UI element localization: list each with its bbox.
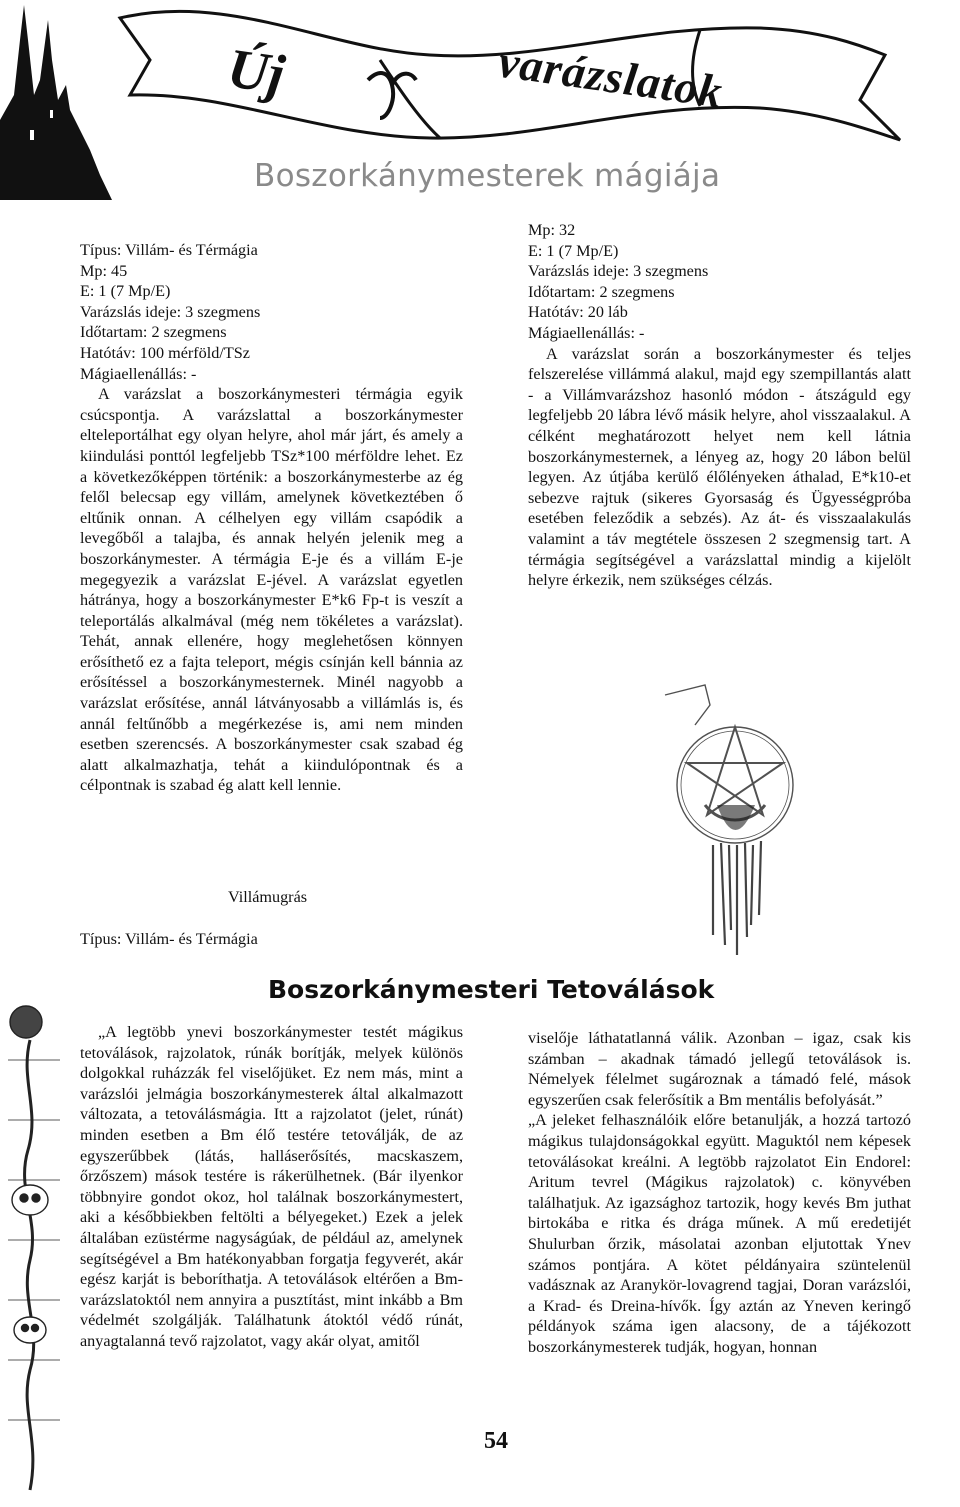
spell2-resistance: Mágiaellenállás: -	[528, 323, 645, 342]
tattoos-left-column	[80, 1022, 463, 1352]
pentagram-sketch-illustration	[625, 655, 855, 955]
tattoos-right-column	[528, 1028, 911, 1358]
tattoos-heading: Boszorkánymesteri Tetoválások	[268, 975, 715, 1004]
spell1-type: Típus: Villám- és Térmágia	[80, 241, 258, 259]
page-number: 54	[484, 1428, 508, 1454]
spell2-description: A varázslat során a boszorkánymester és teljes felszerelése villámmá alakul, majd egy szempillantás alatt - a Villámvarázshoz hasonló módon - átszáguld egy legfeljebb 20 lábra lévő másik helyre, ahol visszaalakul. A célként meghatározott helyet nem kell látnia boszorkánymesternek, a lényeg az, hogy 20 lábon belül legyen. Az útjába kerülő élőlényeken áthalad, E*k10-et sebezve rajtuk (sikeres Gyorsaság és Ügyességpróba esetében feleződik a sebzés). Az át- és visszaalakulás valamint a táv megtétele összesen 2 szegmensig tart. A térmágia segítségével a varázslattal mindig a kijelölt helyre érkezik, nem szükséges célzás.	[528, 344, 911, 590]
spell2-column	[528, 220, 911, 591]
tattoos-paragraph-1: „A legtöbb ynevi boszorkánymester testét mágikus tetoválások, rajzolatok, rúnák borítják, melyek különös dolgokkal ruházzák fel viselőjüket. Ez nem más, mint a varázslói jelmágia boszorkánymesterek által alkalmazott változata, a tetoválásmágia. Itt a rajzolatot (jelet, rúnát) minden esetben a Bm élő testére tetoválják, de az egyszerűbbek (látás, halláserősítés, macskaszem, őrzőszem) mások testére is rákerülhetnek. (Bár ilyenkor többnyire gondot okoz, hol találnak boszorkánymestert, aki a későbbiekben feltölti a bélyegeket.) Ezek a jelek általában ezüstérme nagyságúak, de például az, amelynek segítségével a Bm hatékonyabban forgatja fegyverét, akár egész karját is beboríthatja. A tetoválások eltérően a Bm-varázslatoktól nem annyira a pusztítást, mint inkább a Bm védelmét szolgálják. Találhatunk átoktól védő rúnát, anyagtalanná tevő rajzolatot, vagy akár olyat, amitől	[80, 1023, 463, 1350]
spell1-mp: Mp: 45	[80, 261, 128, 280]
spell1-e: E: 1 (7 Mp/E)	[80, 282, 171, 301]
spell1-range: Hatótáv: 100 mérföld/TSz	[80, 343, 250, 362]
tattoos-paragraph-2: viselője láthatatlanná válik. Azonban – igaz, csak kis számban – akadnak támadó jellegű tetoválások is. Némelyek félelmet sugároznak a támadó felé, mások egyszerűen csak felerősítik a Bm mentális befolyását.”	[528, 1029, 911, 1109]
spell1-duration: Időtartam: 2 szegmens	[80, 323, 227, 342]
banner-word-left: Új	[223, 37, 289, 107]
tattoos-paragraph-3: „A jeleket felhasználóik előre betanulják, a hozzá tartozó mágikus tulajdonságokkal együtt. Maguktól nem képesek tetoválásokat kreálni. A legtöbb rajzolatot Ein Endorel: Aritum tevrel (Mágikus rajzolatok) c. könyvében találhatjuk. Az igazsághoz tartozik, hogy kevés Bm juthat birtokába e ritka és drága műnek. A mű eredetijét Shulurban őrzik, másolatai azonban eljutottak Ynev számos pontjára. A kötet példányaira szüntelenül vadásznak az Aranykör-lovagrend tagjai, Doran varázslói, a Krad- és Dreina-hívők. Így aztán az Yneven keringő példányok száma igen alacsony, de a tájékozott boszorkánymesterek tudják, hogyan, honnan	[528, 1111, 911, 1356]
spell2-type: Típus: Villám- és Térmágia	[80, 930, 258, 948]
spell2-e: E: 1 (7 Mp/E)	[528, 241, 619, 260]
castle-illustration	[0, 5, 112, 200]
skull-border-illustration	[0, 1000, 78, 1500]
spell2-mp: Mp: 32	[528, 221, 576, 239]
spell1-description: A varázslat a boszorkánymesteri térmágia egyik csúcspontja. A varázslattal a boszorkánymester elteleportálhat egy olyan helyre, ahol már járt, és amely a kiindulási ponttól legfeljebb TSz*100 mérföldre lehet. Ez a következőképpen történik: a boszorkánymesterbe az ég felől belecsap egy villám, amelynek következtében ő eltűnik onnan. A célhelyen egy villám csapódik a levegőből a talajba, és annak helyén jelenik meg a boszorkánymester. A térmágia E-je és a villám E-je megegyezik a varázslat E-jével. A varázslat egyetlen hátránya, hogy a boszorkánymester E*k6 Fp-t is veszít a teleportálás alkalmával (még nem tökéletes a varázslat). Tehát, annak ellenére, hogy meglehetősen könnyen erősíthető ez a fajta teleport, mégis csínján kell bánnia az erősítéssel a boszorkánymesternek. Minél nagyobb a varázslat erősítése, annál látványosabb a villámlás is, és annál feltűnőbb a megérkezése is, ami nem minden esetben szerencsés. A boszorkánymester csak szabad ég alatt alkalmazhatja, tehát a kiindulópontnak és a célpontnak is szabad ég alatt kell lennie.	[80, 385, 463, 795]
spell1-cast-time: Varázslás ideje: 3 szegmens	[80, 302, 261, 321]
banner-word-right: varázslatok	[495, 35, 727, 118]
spell2-cast-time: Varázslás ideje: 3 szegmens	[528, 262, 709, 281]
spell2-range: Hatótáv: 20 láb	[528, 303, 628, 322]
spell2-name: Villámugrás	[228, 888, 308, 906]
spell1-column	[80, 240, 463, 796]
spell2-duration: Időtartam: 2 szegmens	[528, 282, 675, 301]
spell1-resistance: Mágiaellenállás: -	[80, 364, 197, 383]
section-title: Boszorkánymesterek mágiája	[254, 158, 721, 194]
